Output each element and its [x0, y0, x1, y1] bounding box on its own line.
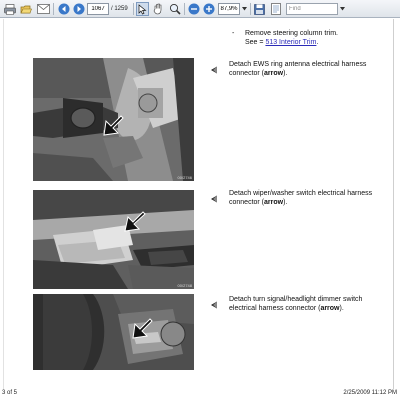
turn-signal-caption [229, 295, 379, 313]
caption-text: Detach turn signal/headlight dimmer switch electrical harness connector ( [229, 296, 363, 312]
caption-text: Detach EWS ring antenna electrical harness connector ( [229, 61, 367, 77]
zoom-tool-icon[interactable] [168, 2, 181, 16]
step-bullet: - [232, 30, 235, 37]
photo-code: 00/2746 [177, 175, 192, 180]
toolbar-separator [184, 3, 185, 15]
caption-text: Detach wiper/washer switch electrical harness connector ( [229, 190, 373, 206]
caption-end: ). [339, 305, 344, 312]
bullet-arrow-icon [210, 296, 218, 304]
viewer-toolbar [0, 0, 400, 18]
save-icon[interactable] [253, 2, 266, 16]
turn-signal-switch-photo [33, 294, 194, 370]
ews-antenna-caption [229, 60, 379, 78]
page-border [3, 19, 4, 389]
step-see-line [245, 38, 375, 47]
caption-arrow-word: arrow [264, 70, 284, 77]
interior-trim-link[interactable]: 513 Interior Trim [265, 39, 317, 46]
caption-end: ). [283, 70, 288, 77]
toolbar-separator [250, 3, 251, 15]
caption-arrow-word: arrow [264, 199, 284, 206]
open-icon[interactable] [19, 2, 33, 16]
page-total-label: / 1259 [111, 6, 128, 12]
previous-page-icon[interactable] [57, 2, 70, 16]
bullet-arrow-icon [210, 61, 218, 69]
bullet-arrow-icon [210, 190, 218, 198]
hand-tool-icon[interactable] [152, 2, 165, 16]
toolbar-separator [133, 3, 134, 15]
next-page-icon[interactable] [72, 2, 85, 16]
find-input[interactable] [286, 3, 338, 15]
see-prefix: See = [245, 39, 266, 46]
find-dropdown-chevron-down-icon[interactable] [339, 2, 345, 16]
caption-arrow-word: arrow [320, 305, 340, 312]
zoom-out-icon[interactable] [188, 2, 200, 16]
see-suffix: . [316, 39, 319, 46]
photo-code: 00/2748 [177, 283, 192, 288]
email-icon[interactable] [36, 2, 50, 16]
select-tool-icon[interactable] [136, 2, 149, 16]
caption-end: ). [283, 199, 288, 206]
fit-page-icon[interactable] [269, 2, 282, 16]
zoom-level-input[interactable] [218, 3, 240, 15]
print-timestamp: 2/25/2009 11:12 PM [343, 390, 397, 396]
page-count: 3 of 5 [2, 390, 18, 396]
wiper-switch-caption [229, 189, 379, 207]
step-instruction [245, 29, 375, 47]
wiper-switch-photo [33, 190, 194, 289]
page-border [393, 19, 394, 389]
page-footer [0, 389, 400, 400]
zoom-dropdown-chevron-down-icon[interactable] [241, 2, 247, 16]
page-number-input[interactable] [87, 3, 109, 15]
zoom-in-icon[interactable] [203, 2, 215, 16]
print-icon[interactable] [3, 2, 17, 16]
step-line: Remove steering column trim. [245, 30, 338, 37]
ews-antenna-photo [33, 58, 194, 181]
toolbar-separator [53, 3, 54, 15]
